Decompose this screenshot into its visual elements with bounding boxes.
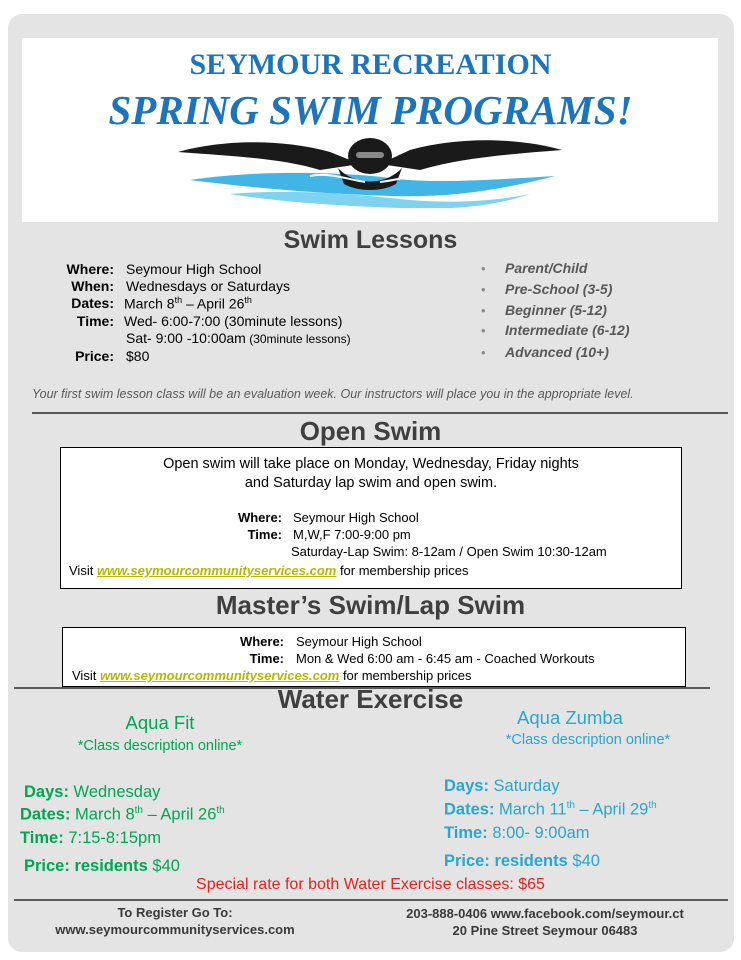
level-parent-child: Parent/Child — [505, 260, 588, 276]
lesson-dates-label: Dates: — [71, 295, 114, 311]
aqua-fit-desc: *Class description online* — [77, 738, 243, 754]
open-swim-intro-1: Open swim will take place on Monday, Wednesday, Friday nights — [163, 456, 579, 472]
open-swim-where-label: Where: — [237, 510, 282, 525]
level-bullet-icon: • — [481, 261, 486, 276]
masters-time-label: Time: — [249, 651, 284, 666]
swimmer-goggles — [356, 152, 384, 158]
open-swim-time-2: Saturday-Lap Swim: 8-12am / Open Swim 10:30-12am — [291, 544, 607, 559]
open-swim-where-value: Seymour High School — [293, 510, 419, 525]
aqua-fit-title: Aqua Fit — [125, 712, 195, 733]
aqua-zumba-days: Days: Saturday — [444, 777, 560, 795]
lesson-where-value: Seymour High School — [126, 261, 262, 277]
level-bullet-icon: • — [481, 345, 486, 360]
open-swim-heading: Open Swim — [299, 416, 442, 446]
level-pre-school: Pre-School (3-5) — [505, 281, 613, 297]
lesson-time-sat: Sat- 9:00 -10:00am (30minute lessons) — [126, 330, 351, 346]
lesson-when-value: Wednesdays or Saturdays — [126, 278, 290, 294]
register-label: To Register Go To: — [117, 905, 233, 920]
aqua-zumba-desc: *Class description online* — [505, 732, 671, 748]
level-advanced: Advanced (10+) — [505, 344, 609, 360]
aqua-fit-days: Days: Wednesday — [24, 783, 161, 801]
water-exercise-heading: Water Exercise — [277, 684, 464, 714]
aqua-zumba-title: Aqua Zumba — [517, 707, 623, 728]
special-rate: Special rate for both Water Exercise classes: $65 — [196, 876, 545, 893]
lesson-when-label: When: — [71, 278, 114, 294]
lesson-time-label: Time: — [76, 313, 114, 329]
aqua-zumba-time: Time: 8:00- 9:00am — [444, 824, 590, 842]
swimmer-right-arm — [380, 140, 562, 170]
open-swim-visit: Visit www.seymourcommunityservices.com for membership prices — [69, 563, 469, 578]
register-url[interactable]: www.seymourcommunityservices.com — [55, 922, 295, 937]
lesson-time-wed: Wed- 6:00-7:00 (30minute lessons) — [124, 313, 343, 329]
level-beginner: Beginner (5-12) — [505, 302, 607, 318]
level-bullet-icon: • — [481, 303, 486, 318]
swim-lessons-heading: Swim Lessons — [283, 226, 458, 254]
org-title: SEYMOUR RECREATION — [189, 48, 552, 81]
aqua-zumba-price: Price: residents $40 — [444, 852, 600, 870]
lesson-price-label: Price: — [75, 348, 114, 364]
address: 20 Pine Street Seymour 06483 — [452, 923, 638, 938]
divider — [14, 899, 728, 901]
membership-link[interactable]: www.seymourcommunityservices.com — [99, 668, 340, 683]
evaluation-note: Your first swim lesson class will be an evaluation week. Our instructors will place you in the appropriate level. — [32, 387, 634, 401]
lesson-where-label: Where: — [66, 261, 114, 277]
aqua-zumba-dates: Dates: March 11th – April 29th — [444, 800, 657, 819]
aqua-fit-time: Time: 7:15-8:15pm — [20, 829, 161, 847]
masters-where-label: Where: — [239, 634, 284, 649]
divider — [32, 412, 728, 414]
open-swim-time-1: M,W,F 7:00-9:00 pm — [293, 527, 411, 542]
contact-line: 203-888-0406 www.facebook.com/seymour.ct — [406, 906, 684, 921]
masters-where-value: Seymour High School — [296, 634, 422, 649]
open-swim-time-label: Time: — [247, 527, 282, 542]
membership-link[interactable]: www.seymourcommunityservices.com — [96, 563, 337, 578]
lesson-price-value: $80 — [126, 348, 150, 364]
level-bullet-icon: • — [481, 282, 486, 297]
masters-swim-heading: Master’s Swim/Lap Swim — [215, 590, 526, 620]
lesson-dates-value: March 8th – April 26th — [124, 295, 252, 312]
masters-time-value: Mon & Wed 6:00 am - 6:45 am - Coached Workouts — [296, 651, 595, 666]
aqua-fit-price: Price: residents $40 — [24, 857, 180, 875]
level-intermediate: Intermediate (6-12) — [505, 322, 630, 338]
masters-visit: Visit www.seymourcommunityservices.com for membership prices — [72, 668, 472, 683]
swimmer-illustration — [160, 128, 580, 208]
swimmer-left-arm — [178, 142, 360, 170]
program-title: SPRING SWIM PROGRAMS! — [108, 87, 633, 133]
open-swim-intro-2: and Saturday lap swim and open swim. — [244, 475, 498, 491]
aqua-fit-dates: Dates: March 8th – April 26th — [20, 805, 225, 824]
level-bullet-icon: • — [481, 323, 486, 338]
